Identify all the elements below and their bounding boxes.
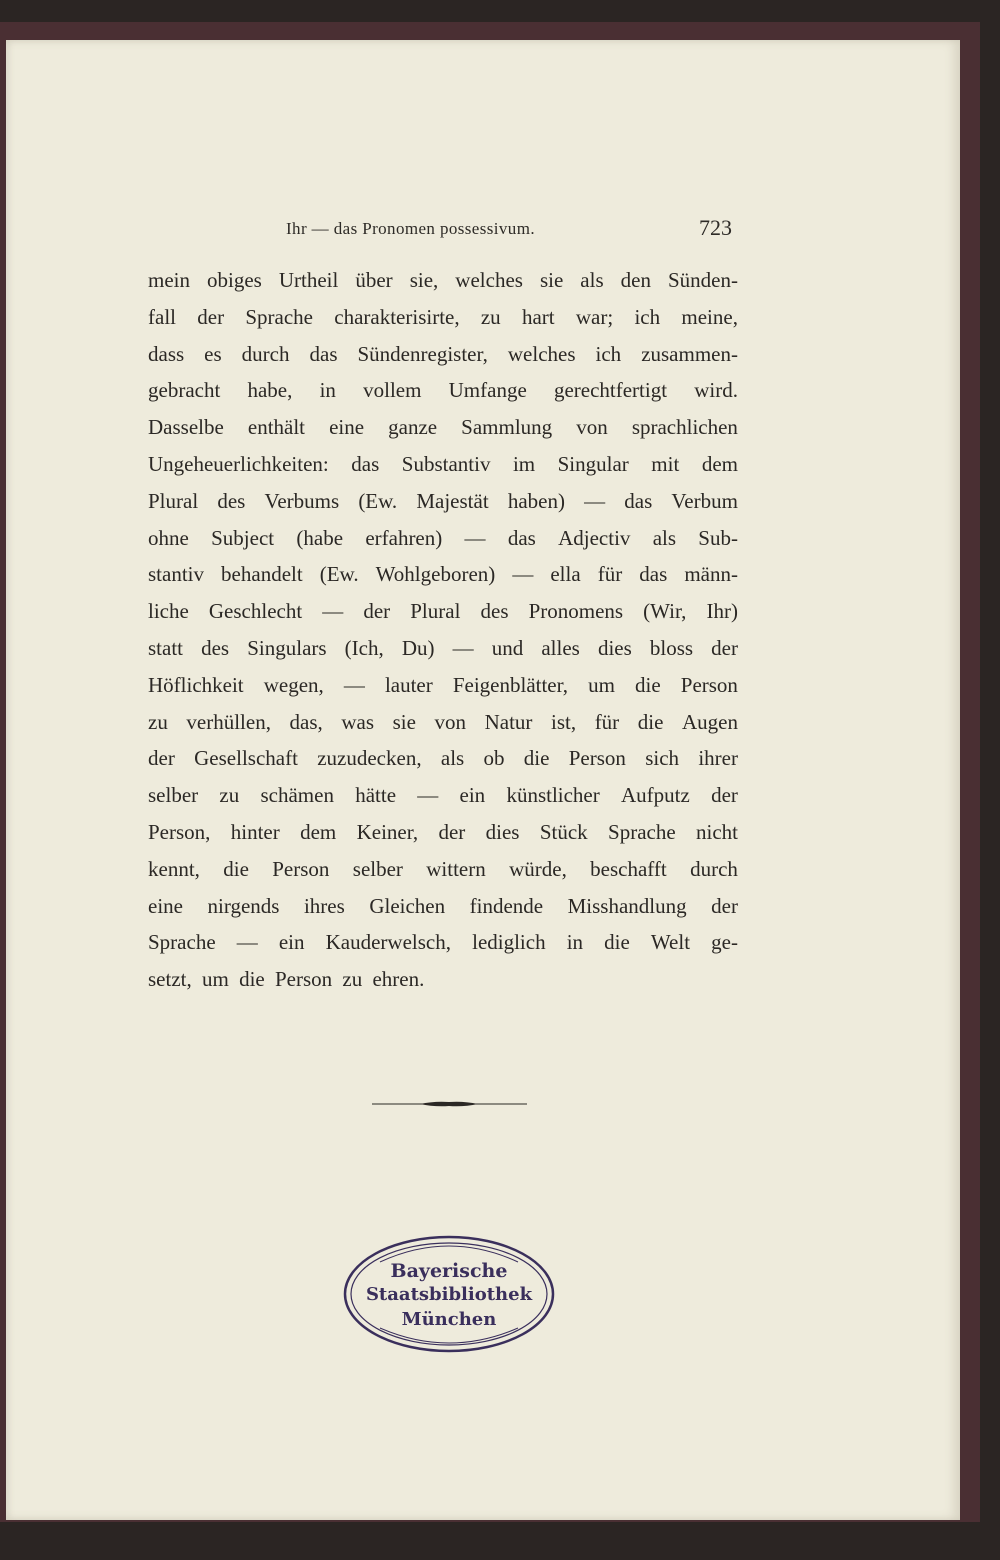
page-number: 723 [699,215,732,240]
text-line: Dasselbe enthält eine ganze Sammlung von sprachlichen [148,415,738,440]
stamp-line-3: München [401,1309,497,1330]
section-end-ornament [372,1098,527,1110]
text-line: kennt, die Person selber wittern würde, beschafft durch [148,856,738,881]
text-line: gebracht habe, in vollem Umfange gerechtfertigt wird. [148,378,738,403]
text-line: mein obiges Urtheil über sie, welches sie als den Sünden- [148,268,738,292]
text-line: zu verhüllen, das, was sie von Natur ist, für die Augen [148,709,738,734]
text-line-last: setzt, um die Person zu ehren. [148,967,425,992]
text-line: Höflichkeit wegen, — lauter Feigenblätter, um die Person [148,672,738,697]
page-header [150,215,736,245]
running-head: Ihr — das Pronomen possessivum. [286,219,535,238]
text-line: selber zu schämen hätte — ein künstlicher Aufputz der [148,783,738,808]
text-line: fall der Sprache charakterisirte, zu hart war; ich meine, [148,304,738,329]
text-line: Plural des Verbums (Ew. Majestät haben) — das Verbum [148,488,738,513]
text-line: der Gesellschaft zuzudecken, als ob die Person sich ihrer [148,746,738,771]
text-line: Ungeheuerlichkeiten: das Substantiv im Singular mit dem [148,451,738,476]
text-line: dass es durch das Sündenregister, welches ich zusammen- [148,341,738,366]
stamp-line-1: Bayerische [390,1260,508,1282]
library-stamp [340,1232,558,1356]
text-line: ohne Subject (habe erfahren) — das Adjectiv als Sub- [148,525,738,550]
text-line: stantiv behandelt (Ew. Wohlgeboren) — ella für das männ- [148,562,738,587]
text-line: statt des Singulars (Ich, Du) — und alles dies bloss der [148,635,738,660]
text-line: Sprache — ein Kauderwelsch, lediglich in die Welt ge- [148,930,738,955]
text-line: eine nirgends ihres Gleichen findende Misshandlung der [148,893,738,918]
stamp-line-2: Staatsbibliothek [365,1284,533,1305]
text-line: Person, hinter dem Keiner, der dies Stück Sprache nicht [148,819,738,844]
body-text [148,262,738,998]
text-line: liche Geschlecht — der Plural des Pronomens (Wir, Ihr) [148,599,738,624]
